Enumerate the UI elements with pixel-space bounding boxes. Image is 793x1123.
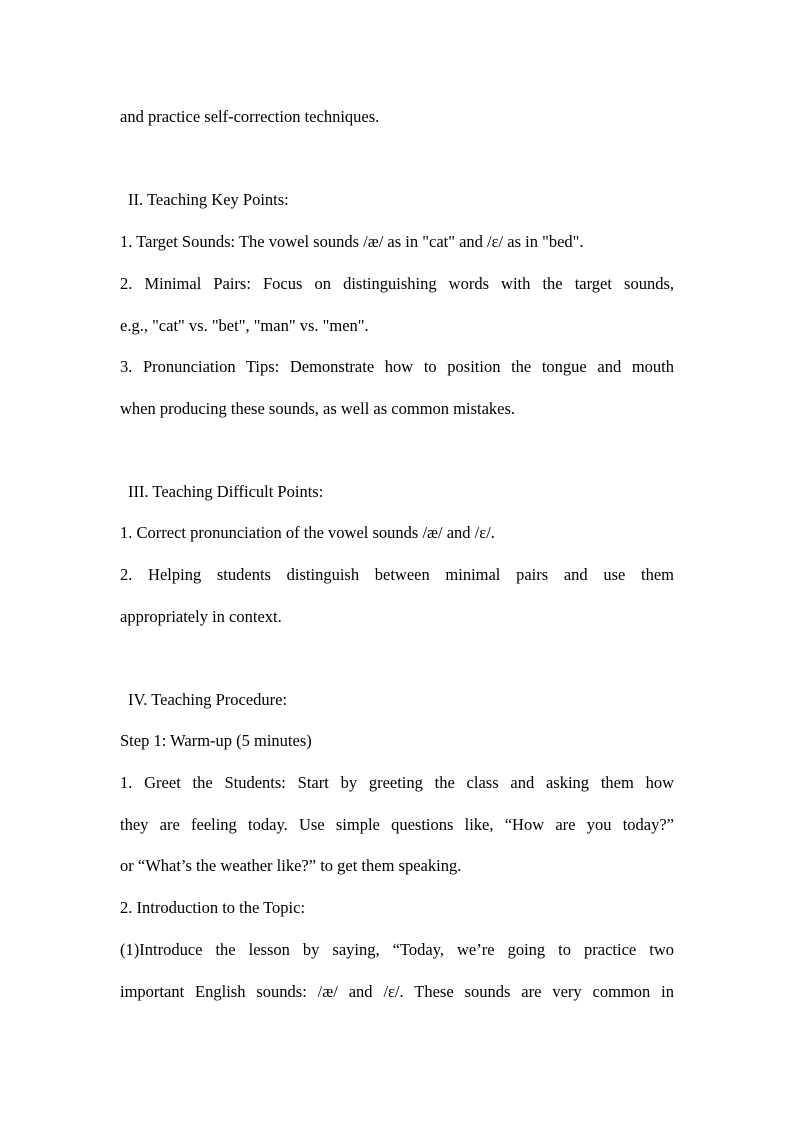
section-heading-procedure: IV. Teaching Procedure: (128, 690, 288, 709)
section-heading-key-points: II. Teaching Key Points: (128, 190, 289, 209)
text-line: 2. Minimal Pairs: Focus on distinguishing words with the target sounds, (120, 274, 674, 293)
text-line: 1. Greet the Students: Start by greeting the class and asking them how (120, 773, 674, 792)
text-line: 3. Pronunciation Tips: Demonstrate how to position the tongue and mouth (120, 357, 674, 376)
text-line: e.g., "cat" vs. "bet", "man" vs. "men". (120, 316, 369, 335)
text-line: 1. Correct pronunciation of the vowel sounds /æ/ and /ɛ/. (120, 523, 495, 542)
text-line: appropriately in context. (120, 607, 282, 626)
text-line: (1)Introduce the lesson by saying, “Today, we’re going to practice two (120, 940, 674, 959)
text-line: 1. Target Sounds: The vowel sounds /æ/ as in "cat" and /ɛ/ as in "bed". (120, 232, 584, 251)
text-line: they are feeling today. Use simple questions like, “How are you today?” (120, 815, 674, 834)
text-line: or “What’s the weather like?” to get them speaking. (120, 856, 462, 875)
text-line: 2. Introduction to the Topic: (120, 898, 306, 917)
text-line: important English sounds: /æ/ and /ɛ/. These sounds are very common in (120, 982, 674, 1001)
section-heading-difficult-points: III. Teaching Difficult Points: (128, 482, 324, 501)
text-line: 2. Helping students distinguish between minimal pairs and use them (120, 565, 674, 584)
text-line: when producing these sounds, as well as common mistakes. (120, 399, 516, 418)
text-line: and practice self-correction techniques. (120, 107, 380, 126)
text-line: Step 1: Warm-up (5 minutes) (120, 731, 312, 750)
